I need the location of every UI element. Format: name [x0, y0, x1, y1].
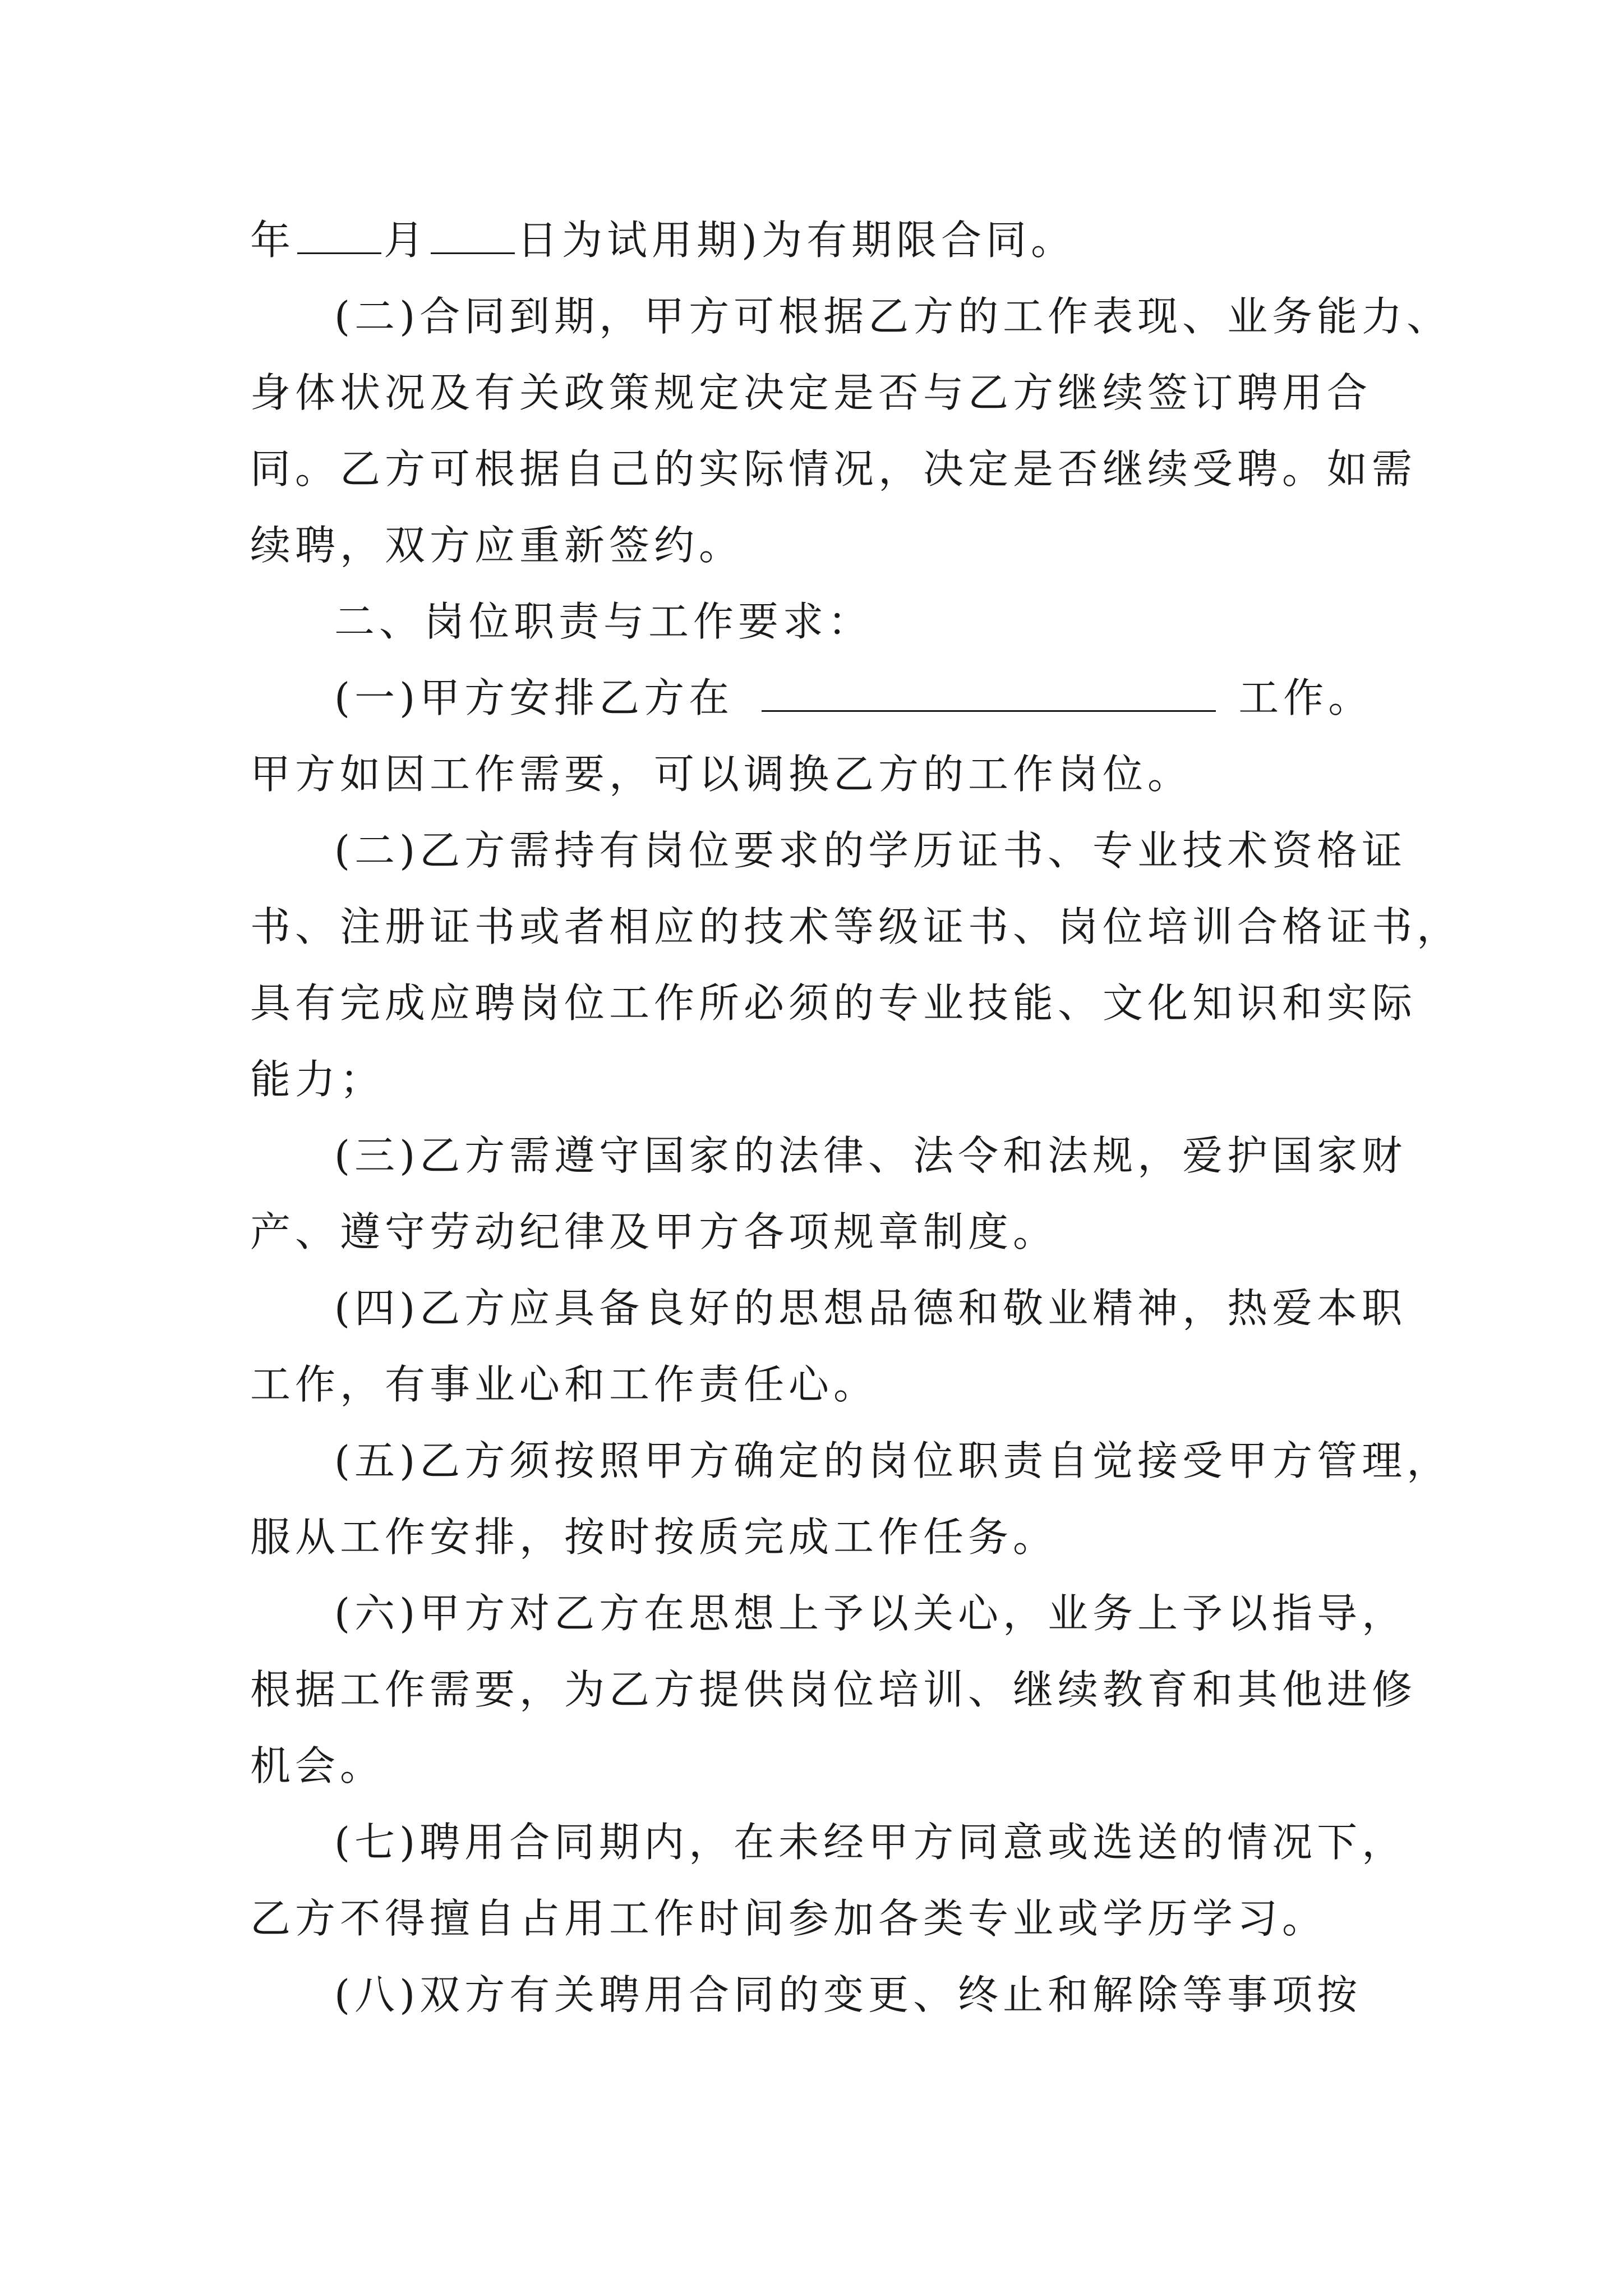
text-line: 乙方不得擅自占用工作时间参加各类专业或学历学习。: [250, 1895, 1327, 1942]
text-line: 书、注册证书或者相应的技术等级证书、岗位培训合格证书，: [250, 903, 1462, 950]
text-line: (二)乙方需持有岗位要求的学历证书、专业技术资格证: [334, 827, 1407, 874]
contract-text: [250, 202, 1462, 2033]
text-line: 根据工作需要，为乙方提供岗位培训、继续教育和其他进修: [250, 1666, 1417, 1713]
text-line: 同。乙方可根据自己的实际情况，决定是否继续受聘。如需: [250, 445, 1417, 493]
text-line: 年 月 日为试用期)为有期限合同。: [250, 217, 1076, 264]
text-line: (一)甲方安排乙方在 工作。: [334, 674, 1373, 721]
text-line: 服从工作安排，按时按质完成工作任务。: [250, 1513, 1058, 1561]
text-line: (八)双方有关聘用合同的变更、终止和解除等事项按: [334, 1971, 1362, 2018]
blank-line: [762, 677, 1216, 712]
text-line: 甲方如因工作需要，可以调换乙方的工作岗位。: [250, 751, 1193, 798]
text-line: 具有完成应聘岗位工作所必须的专业技能、文化知识和实际: [250, 979, 1417, 1027]
text-line: (七)聘用合同期内，在未经甲方同意或选送的情况下，: [334, 1819, 1407, 1866]
text-line: (三)乙方需遵守国家的法律、法令和法规，爱护国家财: [334, 1132, 1407, 1179]
text-line: 产、遵守劳动纪律及甲方各项规章制度。: [250, 1208, 1058, 1255]
section-heading: 二、岗位职责与工作要求：: [334, 598, 873, 645]
text-line: (二)合同到期，甲方可根据乙方的工作表现、业务能力、: [334, 293, 1452, 340]
blank-line: [431, 219, 515, 254]
text-line: (六)甲方对乙方在思想上予以关心，业务上予以指导，: [334, 1590, 1407, 1637]
text-line: 能力；: [250, 1056, 385, 1103]
text-line: (五)乙方须按照甲方确定的岗位职责自觉接受甲方管理，: [334, 1437, 1452, 1484]
text-line: 续聘，双方应重新签约。: [250, 522, 744, 569]
text-line: 工作，有事业心和工作责任心。: [250, 1361, 879, 1408]
blank-line: [297, 219, 381, 254]
text-line: (四)乙方应具备良好的思想品德和敬业精神，热爱本职: [334, 1285, 1407, 1332]
text-line: 机会。: [250, 1742, 385, 1789]
text-line: 身体状况及有关政策规定决定是否与乙方继续签订聘用合: [250, 369, 1372, 416]
